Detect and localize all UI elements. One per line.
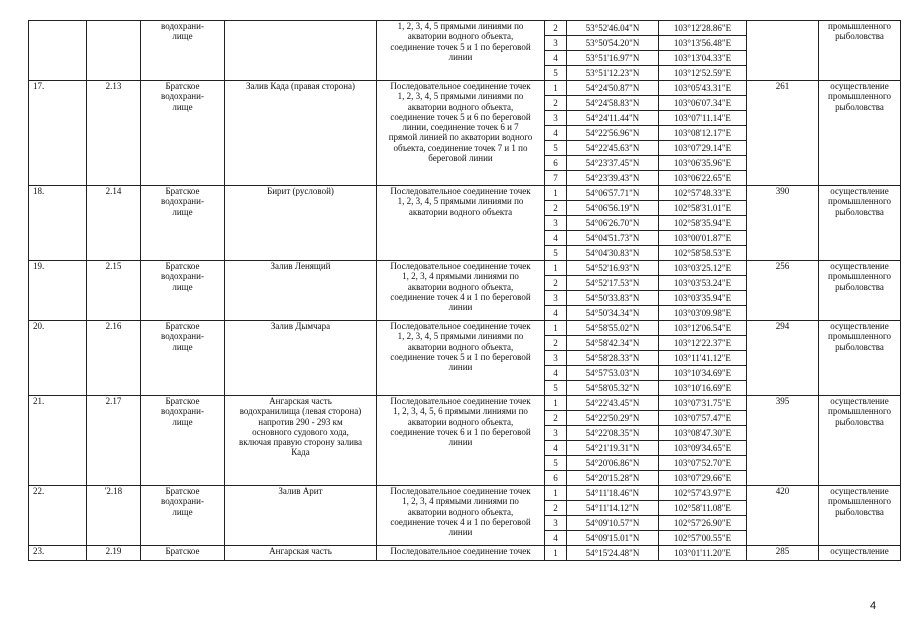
latitude-cell: 54°22'45.63"N (567, 141, 659, 156)
area-name-cell: Ангарская часть (225, 546, 377, 561)
row-code: 2.13 (87, 81, 141, 186)
longitude-cell: 103°06'35.96"E (659, 156, 747, 171)
latitude-cell: 54°23'37.45"N (567, 156, 659, 171)
longitude-cell: 103°07'29.14"E (659, 141, 747, 156)
point-number-cell: 2 (545, 96, 567, 111)
reservoir-cell: Братское водохрани- лище (141, 186, 225, 261)
point-number-cell: 1 (545, 321, 567, 336)
table-row (29, 21, 901, 36)
latitude-cell: 54°50'34.34"N (567, 306, 659, 321)
longitude-cell: 103°12'52.59"E (659, 66, 747, 81)
longitude-cell: 103°03'25.12"E (659, 261, 747, 276)
boundary-description-cell: Последовательное соединение точек 1, 2, 3, 4 прямыми линиями по акватории водного объекта, соединение точек 4 и 1 по береговой линии (377, 261, 545, 321)
latitude-cell: 54°09'15.01"N (567, 531, 659, 546)
point-number-cell: 1 (545, 486, 567, 501)
table-row (29, 321, 901, 336)
purpose-cell: промышленного рыболовства (819, 21, 901, 81)
latitude-cell: 54°22'56.96"N (567, 126, 659, 141)
latitude-cell: 54°58'55.02"N (567, 321, 659, 336)
purpose-cell: осуществление промышленного рыболовства (819, 321, 901, 396)
longitude-cell: 103°08'12.17"E (659, 126, 747, 141)
area-name-cell: Залив Арит (225, 486, 377, 546)
point-number-cell: 2 (545, 21, 567, 36)
longitude-cell: 103°07'11.14"E (659, 111, 747, 126)
row-code (87, 21, 141, 81)
row-number (29, 21, 87, 81)
area-name-cell: Залив Када (правая сторона) (225, 81, 377, 186)
longitude-cell: 102°58'31.01"E (659, 201, 747, 216)
latitude-cell: 54°58'28.33"N (567, 351, 659, 366)
page-number: 4 (870, 600, 877, 612)
latitude-cell: 53°50'54.20"N (567, 36, 659, 51)
longitude-cell: 103°12'06.54"E (659, 321, 747, 336)
row-number: 20. (29, 321, 87, 396)
latitude-cell: 54°06'56.19"N (567, 201, 659, 216)
point-number-cell: 4 (545, 366, 567, 381)
purpose-cell: осуществление (819, 546, 901, 561)
longitude-cell: 103°03'35.94"E (659, 291, 747, 306)
latitude-cell: 54°15'24.48"N (567, 546, 659, 561)
latitude-cell: 54°20'15.28"N (567, 471, 659, 486)
area-name-cell: Залив Ленящий (225, 261, 377, 321)
table-row (29, 486, 901, 501)
longitude-cell: 103°05'43.31"E (659, 81, 747, 96)
point-number-cell: 6 (545, 471, 567, 486)
latitude-cell: 54°22'50.29"N (567, 411, 659, 426)
point-number-cell: 3 (545, 111, 567, 126)
longitude-cell: 103°07'52.70"E (659, 456, 747, 471)
point-number-cell: 3 (545, 291, 567, 306)
row-code: 2.17 (87, 396, 141, 486)
point-number-cell: 4 (545, 306, 567, 321)
latitude-cell: 54°11'18.46"N (567, 486, 659, 501)
latitude-cell: 53°52'46.04"N (567, 21, 659, 36)
longitude-cell: 103°11'41.12"E (659, 351, 747, 366)
fishing-areas-table (28, 20, 901, 561)
point-number-cell: 3 (545, 216, 567, 231)
latitude-cell: 54°52'16.93"N (567, 261, 659, 276)
point-number-cell: 2 (545, 276, 567, 291)
boundary-description-cell: Последовательное соединение точек 1, 2, 3, 4, 5 прямыми линиями по акватории водного объекта (377, 186, 545, 261)
longitude-cell: 103°13'56.48"E (659, 36, 747, 51)
longitude-cell: 103°07'57.47"E (659, 411, 747, 426)
point-number-cell: 3 (545, 516, 567, 531)
point-number-cell: 4 (545, 531, 567, 546)
area-name-cell: Залив Дымчара (225, 321, 377, 396)
area-size-cell: 261 (747, 81, 819, 186)
table-row (29, 186, 901, 201)
point-number-cell: 2 (545, 201, 567, 216)
boundary-description-cell: Последовательное соединение точек 1, 2, 3, 4, 5 прямыми линиями по акватории водного объекта, соединение точек 5 и 6 по береговой линии, соединение точек 6 и 7 прямой линией по акватории водного объекта, соединение точек 7 и 1 по береговой линии (377, 81, 545, 186)
longitude-cell: 103°08'47.30"E (659, 426, 747, 441)
longitude-cell: 102°58'58.53"E (659, 246, 747, 261)
longitude-cell: 103°03'53.24"E (659, 276, 747, 291)
point-number-cell: 4 (545, 441, 567, 456)
reservoir-cell: Братское водохрани- лище (141, 321, 225, 396)
longitude-cell: 103°06'07.34"E (659, 96, 747, 111)
latitude-cell: 54°04'30.83"N (567, 246, 659, 261)
longitude-cell: 103°06'22.65"E (659, 171, 747, 186)
reservoir-cell: водохрани- лище (141, 21, 225, 81)
row-code: 2.15 (87, 261, 141, 321)
longitude-cell: 103°01'11.20"E (659, 546, 747, 561)
point-number-cell: 2 (545, 411, 567, 426)
row-code: 2.19 (87, 546, 141, 561)
point-number-cell: 3 (545, 426, 567, 441)
longitude-cell: 103°10'16.69"E (659, 381, 747, 396)
longitude-cell: 103°12'28.86"E (659, 21, 747, 36)
table-row (29, 261, 901, 276)
row-code: '2.18 (87, 486, 141, 546)
reservoir-cell: Братское (141, 546, 225, 561)
row-number: 19. (29, 261, 87, 321)
longitude-cell: 103°13'04.33"E (659, 51, 747, 66)
point-number-cell: 5 (545, 246, 567, 261)
point-number-cell: 5 (545, 141, 567, 156)
reservoir-cell: Братское водохрани- лище (141, 486, 225, 546)
longitude-cell: 103°00'01.87"E (659, 231, 747, 246)
longitude-cell: 102°57'43.97"E (659, 486, 747, 501)
latitude-cell: 54°24'11.44"N (567, 111, 659, 126)
latitude-cell: 53°51'16.97"N (567, 51, 659, 66)
point-number-cell: 1 (545, 396, 567, 411)
area-name-cell (225, 21, 377, 81)
longitude-cell: 102°58'35.94"E (659, 216, 747, 231)
row-code: 2.16 (87, 321, 141, 396)
longitude-cell: 102°58'11.08"E (659, 501, 747, 516)
longitude-cell: 103°12'22.37"E (659, 336, 747, 351)
point-number-cell: 5 (545, 456, 567, 471)
latitude-cell: 54°50'33.83"N (567, 291, 659, 306)
point-number-cell: 2 (545, 336, 567, 351)
reservoir-cell: Братское водохрани- лище (141, 396, 225, 486)
boundary-description-cell: Последовательное соединение точек 1, 2, 3, 4, 5, 6 прямыми линиями по акватории водного объекта, соединение точек 6 и 1 по береговой линии (377, 396, 545, 486)
reservoir-cell: Братское водохрани- лище (141, 81, 225, 186)
point-number-cell: 5 (545, 381, 567, 396)
latitude-cell: 54°58'42.34"N (567, 336, 659, 351)
boundary-description-cell: Последовательное соединение точек 1, 2, 3, 4 прямыми линиями по акватории водного объекта, соединение точек 4 и 1 по береговой линии (377, 486, 545, 546)
latitude-cell: 54°52'17.53"N (567, 276, 659, 291)
area-name-cell: Ангарская часть водохранилища (левая сторона) напротив 290 - 293 км основного судового хода, включая правую сторону залива Када (225, 396, 377, 486)
point-number-cell: 1 (545, 546, 567, 561)
point-number-cell: 4 (545, 51, 567, 66)
longitude-cell: 102°57'48.33"E (659, 186, 747, 201)
latitude-cell: 54°24'50.87"N (567, 81, 659, 96)
row-number: 21. (29, 396, 87, 486)
area-size-cell: 256 (747, 261, 819, 321)
latitude-cell: 54°11'14.12"N (567, 501, 659, 516)
table-row (29, 396, 901, 411)
row-number: 18. (29, 186, 87, 261)
point-number-cell: 1 (545, 261, 567, 276)
area-size-cell: 294 (747, 321, 819, 396)
table-row (29, 81, 901, 96)
latitude-cell: 54°06'26.70"N (567, 216, 659, 231)
longitude-cell: 103°03'09.98"E (659, 306, 747, 321)
point-number-cell: 2 (545, 501, 567, 516)
area-size-cell: 395 (747, 396, 819, 486)
area-size-cell (747, 21, 819, 81)
purpose-cell: осуществление промышленного рыболовства (819, 486, 901, 546)
latitude-cell: 54°22'08.35"N (567, 426, 659, 441)
area-size-cell: 390 (747, 186, 819, 261)
latitude-cell: 54°22'43.45"N (567, 396, 659, 411)
point-number-cell: 3 (545, 36, 567, 51)
row-number: 22. (29, 486, 87, 546)
latitude-cell: 54°23'39.43"N (567, 171, 659, 186)
row-code: 2.14 (87, 186, 141, 261)
latitude-cell: 54°04'51.73"N (567, 231, 659, 246)
point-number-cell: 4 (545, 231, 567, 246)
longitude-cell: 102°57'00.55"E (659, 531, 747, 546)
latitude-cell: 54°57'53.03"N (567, 366, 659, 381)
area-size-cell: 420 (747, 486, 819, 546)
purpose-cell: осуществление промышленного рыболовства (819, 186, 901, 261)
latitude-cell: 54°24'58.83"N (567, 96, 659, 111)
boundary-description-cell: Последовательное соединение точек (377, 546, 545, 561)
point-number-cell: 1 (545, 186, 567, 201)
longitude-cell: 103°07'31.75"E (659, 396, 747, 411)
area-size-cell: 285 (747, 546, 819, 561)
point-number-cell: 3 (545, 351, 567, 366)
point-number-cell: 7 (545, 171, 567, 186)
boundary-description-cell: Последовательное соединение точек 1, 2, 3, 4, 5 прямыми линиями по акватории водного объекта, соединение точек 5 и 1 по береговой линии (377, 321, 545, 396)
point-number-cell: 6 (545, 156, 567, 171)
longitude-cell: 102°57'26.90"E (659, 516, 747, 531)
latitude-cell: 53°51'12.23"N (567, 66, 659, 81)
row-number: 17. (29, 81, 87, 186)
latitude-cell: 54°09'10.57"N (567, 516, 659, 531)
table-row (29, 546, 901, 561)
point-number-cell: 4 (545, 126, 567, 141)
latitude-cell: 54°06'57.71"N (567, 186, 659, 201)
latitude-cell: 54°21'19.31"N (567, 441, 659, 456)
purpose-cell: осуществление промышленного рыболовства (819, 81, 901, 186)
point-number-cell: 5 (545, 66, 567, 81)
longitude-cell: 103°07'29.66"E (659, 471, 747, 486)
longitude-cell: 103°10'34.69"E (659, 366, 747, 381)
row-number: 23. (29, 546, 87, 561)
area-name-cell: Бирит (русловой) (225, 186, 377, 261)
latitude-cell: 54°20'06.86"N (567, 456, 659, 471)
boundary-description-cell: 1, 2, 3, 4, 5 прямыми линиями по акватории водного объекта, соединение точек 5 и 1 по береговой линии (377, 21, 545, 81)
purpose-cell: осуществление промышленного рыболовства (819, 261, 901, 321)
purpose-cell: осуществление промышленного рыболовства (819, 396, 901, 486)
latitude-cell: 54°58'05.32"N (567, 381, 659, 396)
longitude-cell: 103°09'34.65"E (659, 441, 747, 456)
point-number-cell: 1 (545, 81, 567, 96)
reservoir-cell: Братское водохрани- лище (141, 261, 225, 321)
